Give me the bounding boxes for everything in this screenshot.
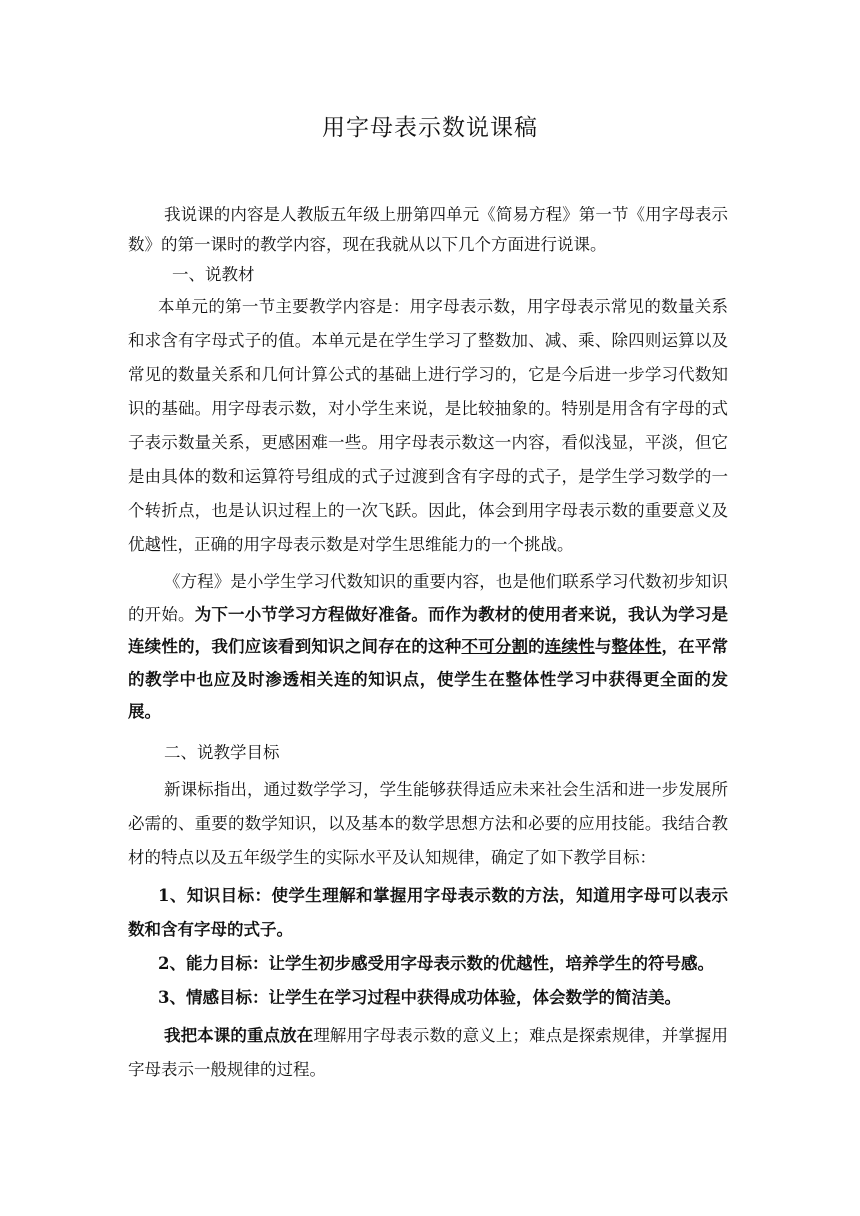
- focus-part2: 理解用字母表示数的意义上；难点是探索规律，并掌握用字母表示一般规律的过程。: [128, 1026, 729, 1079]
- focus-paragraph: [128, 1019, 728, 1087]
- section-heading-textbook: 一、说教材: [172, 265, 255, 284]
- document-body: [128, 200, 728, 1087]
- goal-knowledge: 1、知识目标：使学生理解和掌握用字母表示数的方法，知道用字母可以表示数和含有字母的式子。: [128, 886, 728, 939]
- textbook-paragraph-2-part3: 不可分割: [461, 637, 529, 656]
- textbook-paragraph-2-part7: 整体性: [611, 637, 662, 656]
- document-title: 用字母表示数说课稿: [322, 115, 538, 141]
- textbook-paragraph-2-part6: 与: [594, 637, 612, 656]
- goals-paragraph: 新课标指出，通过数学学习，学生能够获得适应未来社会生活和进一步发展所必需的、重要的数学知识，以及基本的数学思想方法和必要的应用技能。我结合教材的特点以及五年级学生的实际水平及认知规律，确定了如下教学目标：: [128, 780, 728, 867]
- textbook-paragraph-2-part4: 的: [528, 637, 545, 656]
- goal-ability: 2、能力目标：让学生初步感受用字母表示数的优越性，培养学生的符号感。: [158, 954, 714, 973]
- intro-paragraph: 我说课的内容是人教版五年级上册第四单元《简易方程》第一节《用字母表示数》的第一课时的教学内容，现在我就从以下几个方面进行说课。: [128, 205, 728, 254]
- section-heading-goals: 二、说教学目标: [164, 742, 280, 762]
- textbook-paragraph-2-part5: 连续性: [544, 637, 595, 656]
- textbook-paragraph-2-part8: ，在平常的教学中也应及时渗透相关连的知识点，使学生在整体性学习中获得更全面的发展。: [128, 637, 729, 721]
- goal-emotion: 3、情感目标：让学生在学习过程中获得成功体验，体会数学的简洁美。: [158, 988, 681, 1007]
- focus-part1: 我把本课的重点放在: [164, 1026, 314, 1045]
- textbook-paragraph-1: 本单元的第一节主要教学内容是：用字母表示数，用字母表示常见的数量关系和求含有字母式子的值。本单元是在学生学习了整数加、减、乘、除四则运算以及常见的数量关系和几何计算公式的基础上进行学习的，它是今后进一步学习代数知识的基础。用字母表示数，对小学生来说，是比较抽象的。特别是用含有字母的式子表示数量关系，更感困难一些。用字母表示数这一内容，看似浅显，平淡，但它是由具体的数和运算符号组成的式子过渡到含有字母的式子，是学生学习数学的一个转折点，也是认识过程上的一次飞跃。因此，体会到用字母表示数的重要意义及优越性，正确的用字母表示数是对学生思维能力的一个挑战。: [128, 297, 728, 554]
- textbook-paragraph-2-part2: 为下一小节学习方程做好准备。而作为教材的使用者来说，我认为学习是连续性的，我们应该看到知识之间存在的这种: [128, 604, 729, 656]
- textbook-paragraph-2-part1: 《方程》是小学生学习代数知识的重要内容，也是他们联系学习代数初步知识的开始。: [128, 572, 728, 624]
- textbook-paragraph-2: [128, 566, 728, 729]
